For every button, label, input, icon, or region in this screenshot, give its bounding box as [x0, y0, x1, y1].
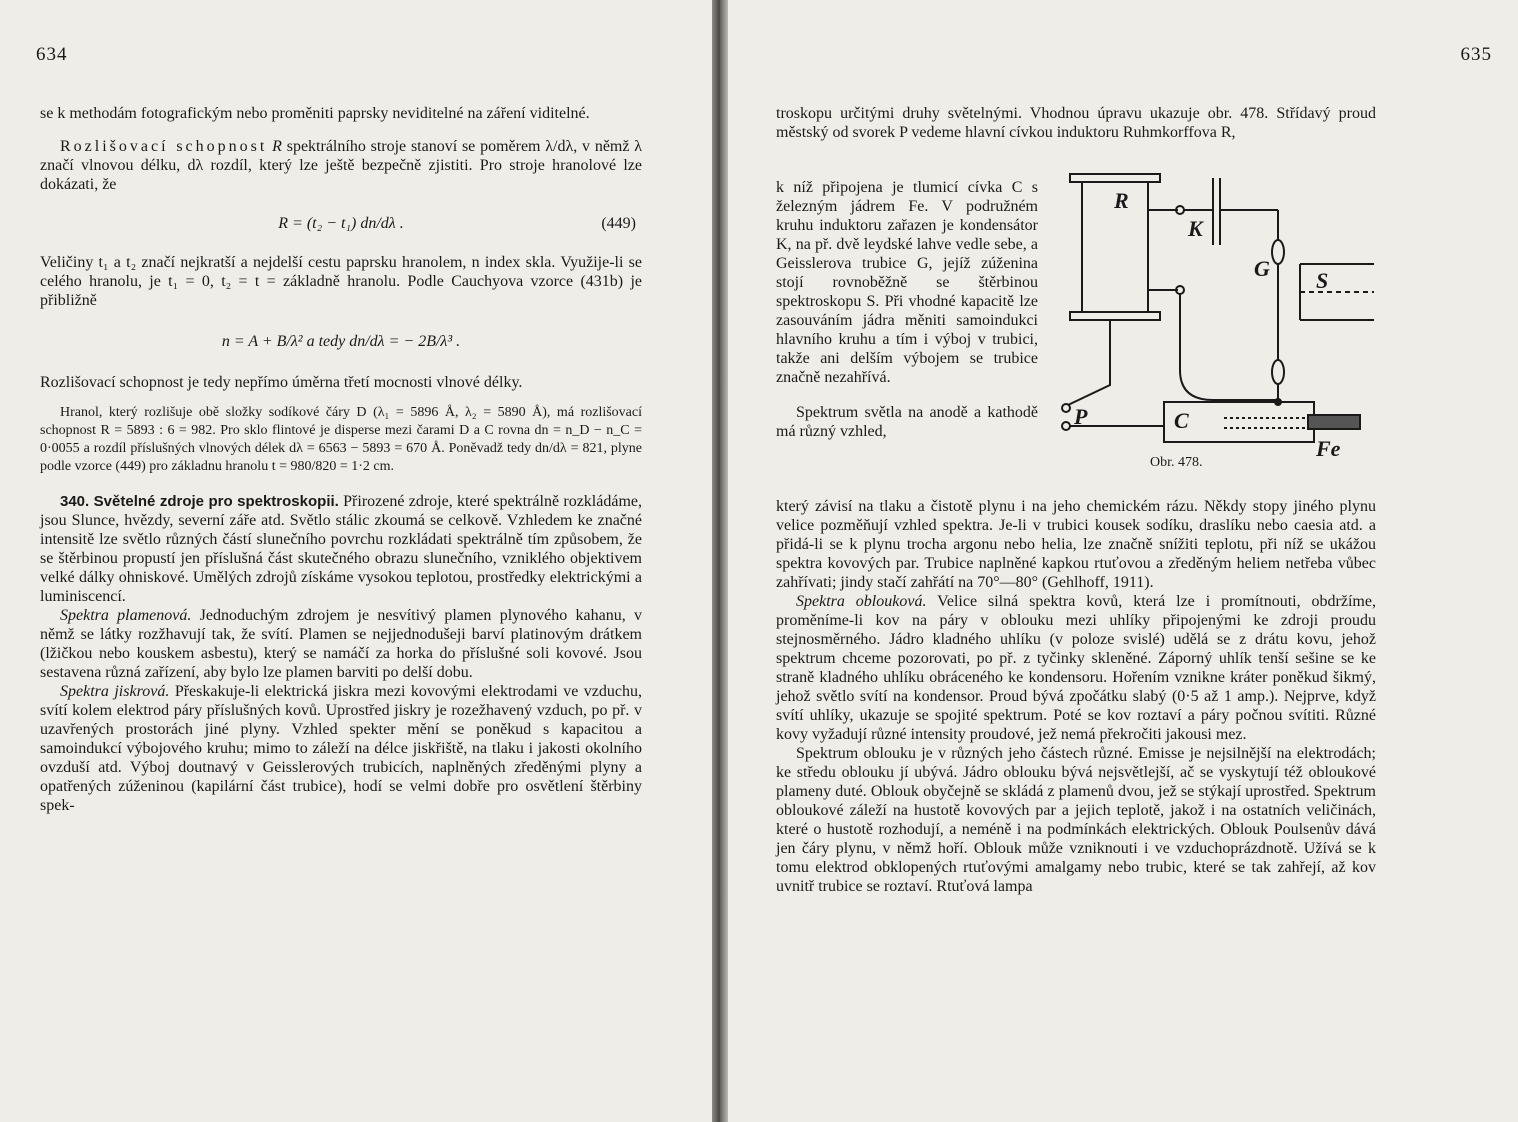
- coil-top-cap: [1070, 174, 1160, 182]
- figure-478-circuit: [1038, 160, 1374, 472]
- example-paragraph: Hranol, který rozlišuje obě složky sodíkové čáry D (λ₁ = 5896 Å, λ₂ = 5890 Å), má rozlišovací schopnost R = 5893 : 6 = 982. Pro sklo flintové je disperse mezi čarami D a C rovna dn = n_D − n_C = 0·0055 a rozdíl příslušných vlnových délek dλ = 6563 − 5893 = 670 Å. Poněvadž tedy dn/dλ = 821, plyne podle vzorce (449) pro základnu hranolu t = 980/820 = 1·2 cm.: [40, 405, 642, 474]
- coil-bottom-cap: [1070, 312, 1160, 320]
- figure-caption: Obr. 478.: [1150, 455, 1203, 470]
- equation-449: R = (t₂ − t₁) dn/dλ . (449): [278, 215, 636, 232]
- right-wrap-column: [776, 162, 1038, 457]
- paragraph: Rozlišovací schopnost je tedy nepřímo úměrna třetí mocnosti vlnové délky.: [40, 374, 523, 391]
- section-heading: 340. Světelné zdroje pro spektroskopii.: [60, 493, 339, 510]
- page-number-left: 634: [36, 44, 68, 65]
- book-gutter: [712, 0, 728, 1122]
- iron-core-rod: [1308, 415, 1360, 429]
- label-C: C: [1174, 408, 1189, 433]
- left-page: [0, 0, 712, 1122]
- paragraph: 340. Světelné zdroje pro spektroskopii. Přirozené zdroje, které spektrálně rozkládáme, jsou Slunce, hvězdy, severní záře atd. Světlo stálic zkoumá se celkově. Vzhledem ke značné intensitě lze světlo různých částí slunečního povrchu rozkládati spektrálně tím způsobem, že se štěrbinou propustí jen příslušná část skutečného obrazu slunečního, vzniklého objektivem velké dálky ohniskové. Umělých zdrojů získáme vysokou teplotou, prostředky elektrickými a luminiscencí.: [40, 493, 642, 605]
- paragraph: Spektra jiskrová. Přeskakuje-li elektrická jiskra mezi kovovými elektrodami ve vzduchu, svítí kolem elektrod páry příslušných kovů. Uprostřed jiskry je rozežhavený vzduch, po př. v uzavřených prostorách jiné plyny. Vzhled spekter mění se poněkud s kapacitou a samoindukcí výbojového kruhu; mimo to záleží na délce jiskřiště, na tlaku i jakosti okolního ovzduší atd. Výboj doutnavý v Geisslerových trubicích, naplněných zředěnými plyny a opatřených zúženinou (kapilární část trubice), hodí se velmi dobře pro osvětlení štěrbiny spek-: [40, 683, 643, 814]
- paragraph: Spektra oblouková. Velice silná spektra kovů, která lze i promítnouti, obdržíme, proměníme-li kov na páry v oblouku mezi uhlíky připojenými ke zdroji proudu stejnosměrného. Jádro kladného uhlíku (v poloze svislé) udělá se z drátu kovu, jehož spektrum chceme pozorovati, po př. z tyčinky skleněné. Záporný uhlík tenší sešine se ke straně kladného uhlíku obráceného ke kondensoru. Hořením vznikne kráter poněkud šikmý, jehož světlo svítí na kondensor. Proud bývá zpočátku slabý (0·5 až 1 amp.). Nejprve, když svítí uhlíky, ukazuje se spojité spektrum. Poté se kov roztaví a páry počnou svítiti. Různé kovy vyžadují různé intensity proudové, jež nemá překročiti jakousi mez.: [776, 593, 1376, 743]
- label-G: G: [1254, 256, 1270, 281]
- label-Fe: Fe: [1316, 436, 1341, 461]
- paragraph: Spektrum světla na anodě a kathodě má různý vzhled,: [776, 404, 1038, 440]
- paragraph: k níž připojena je tlumicí cívka C s železným jádrem Fe. V podružném kruhu induktoru zařazen je kondensátor K, na př. dvě leydské lahve vedle sebe, a Geisslerova trubice G, jejíž zúženina stojí rovnoběžně se štěrbinou spektroskopu S. Při vhodné kapacitě lze zasouváním jádra měniti samoindukci hlavního kruhu a tím i výboj v trubici, takže ani delším výbojem se trubice značně nezahřívá.: [776, 179, 1038, 386]
- label-K: K: [1188, 216, 1203, 241]
- label-S: S: [1316, 268, 1329, 293]
- paragraph: který závisí na tlaku a čistotě plynu i na jeho chemickém rázu. Někdy stopy jiného plynu velice pozměňují vzhled spektra. Je-li v trubici kousek sodíku, draslíku nebo caesia atd. a přidá-li se k plynu trocha argonu nebo helia, lze značně snížiti teplotu, při níž se ukážou spektra kovových par. Trubice naplněné kapkou rtuťovou a zředěným heliem netřeba vůbec zahřívati; jindy stačí zahřátí na 70°—80° (Gehlhoff, 1911).: [776, 498, 1376, 591]
- label-P: P: [1074, 404, 1088, 429]
- left-text-column: [40, 104, 642, 815]
- right-text-top: troskopu určitými druhy světelnými. Vhodnou úpravu ukazuje obr. 478. Střídavý proud městský od svorek P vedeme hlavní cívkou induktoru Ruhmkorffova R,: [776, 105, 1376, 141]
- equation-number: (449): [601, 215, 636, 232]
- paragraph: Rozlišovací schopnost R spektrálního stroje stanoví se poměrem λ/dλ, v němž λ značí vlnovou délku, dλ rozdíl, který lze ještě bezpečně zjistiti. Pro stroje hranolové lze dokázati, že: [40, 138, 643, 193]
- paragraph: se k methodám fotografickým nebo proměniti paprsky neviditelné na záření viditelné.: [40, 105, 590, 122]
- label-R: R: [1114, 188, 1129, 213]
- paragraph: Spektrum oblouku je v různých jeho částech různé. Emisse je nejsilnější na elektrodách; ke středu oblouku jí ubývá. Jádro oblouku bývá nejsvětlejší, ač se vyskytují též obloukové plameny duté. Oblouk obyčejně se skládá z plamenů dvou, jež se stýkají uprostřed. Spektrum obloukové záleží na hustotě kovových par a jejich teplotě, jakož i na ostatních veličinách, které o hustotě rozhodují, a neméně i na podmínkách elektrických. Oblouk Poulsenův dává jen čáry plynu, v němž hoří. Oblouk může vzniknouti i ve vzduchoprázdnotě. Užívá se k tomu elektrod obklopených rtuťovými amalgamy nebo trubic, které se tak zahřejí, až kov uvnitř trubice se roztaví. Rtuťová lampa: [776, 745, 1376, 895]
- paragraph: Veličiny t₁ a t₂ značí nejkratší a nejdelší cestu paprsku hranolem, n index skla. Využije-li se celého hranolu, je t₁ = 0, t₂ = t = základně hranolu. Podle Cauchyova vzorce (431b) je přibližně: [40, 254, 642, 309]
- equation-cauchy: n = A + B/λ² a tedy dn/dλ = − 2B/λ³ .: [221, 333, 461, 350]
- paragraph: Spektra plamenová. Jednoduchým zdrojem je nesvítivý plamen plynového kahanu, v němž se látky rozžhavují tak, že svítí. Plamen se nejjednodušeji barví platinovým drátkem (lžičkou nebo kouskem asbestu), který se namáčí za horka do příslušné soli kovové. Jsou sestavena různá zařízení, aby bylo lze plamen barviti po delší dobu.: [40, 607, 643, 681]
- page-number-right: 635: [1460, 44, 1492, 65]
- right-text-bottom: [776, 497, 1376, 896]
